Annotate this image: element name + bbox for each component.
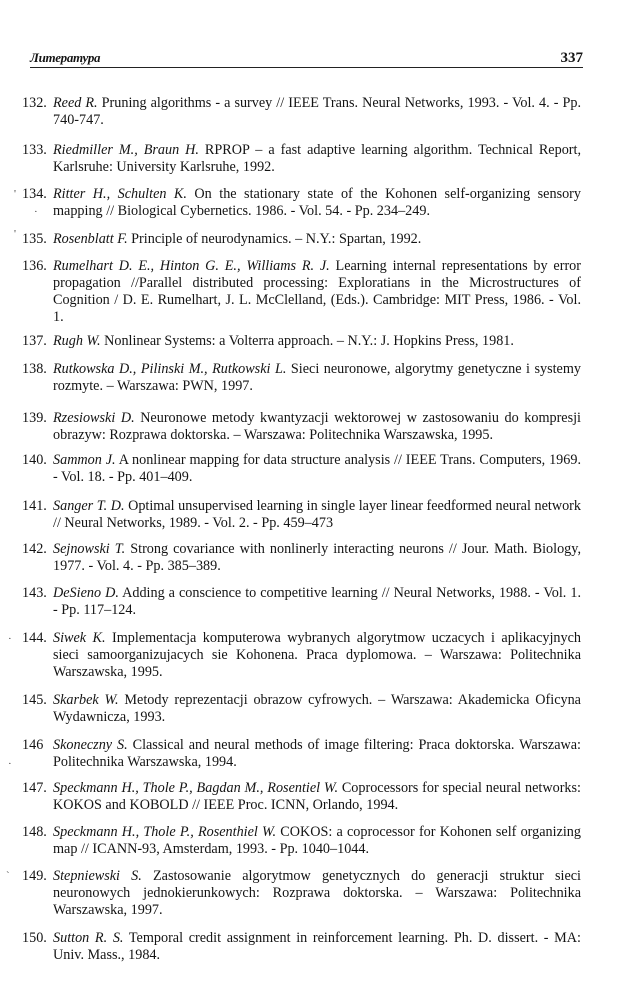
scan-speck: · xyxy=(34,206,38,218)
reference-body xyxy=(53,410,581,444)
reference-body xyxy=(53,868,581,919)
reference-body xyxy=(53,930,581,964)
running-title: Литература xyxy=(30,50,101,65)
reference-body xyxy=(53,498,581,532)
header-rule xyxy=(30,67,583,68)
reference-text: A nonlinear mapping for data structure analysis // IEEE Trans. Computers, 1969. - Vol. 18. - Pp. 401–409. xyxy=(53,452,581,485)
reference-authors: Rumelhart D. E., Hinton G. E., Williams R. J. xyxy=(53,258,330,274)
reference-number: 144. xyxy=(22,630,47,646)
reference-body xyxy=(53,258,581,326)
reference-authors: Sanger T. D. xyxy=(53,498,125,514)
reference-body xyxy=(53,452,581,486)
reference-number: 140. xyxy=(22,452,47,468)
reference-number: 139. xyxy=(22,410,47,426)
reference-text: Zastosowanie algorytmow genetycznych do generacji struktur sieci neuronowych jednokierunkowych: Rozprawa doktorska. – Warszawa: Politechnika Warszawska, 1997. xyxy=(53,868,581,918)
reference-number: 150. xyxy=(22,930,47,946)
reference-authors: Reed R. xyxy=(53,95,98,111)
reference-text: Optimal unsupervised learning in single layer linear feedformed neural network // Neural Networks, 1989. - Vol. 2. - Pp. 459–473 xyxy=(53,498,581,531)
reference-body xyxy=(53,142,581,176)
reference-body xyxy=(53,231,581,248)
reference-number: 133. xyxy=(22,142,47,158)
reference-number: 134. xyxy=(22,186,47,202)
reference-number: 141. xyxy=(22,498,47,514)
reference-number: 135. xyxy=(22,231,47,247)
reference-authors: DeSieno D. xyxy=(53,585,119,601)
page-number: 337 xyxy=(560,50,583,66)
reference-text: Sieci neuronowe, algorytmy genetyczne i systemy rozmyte. – Warszawa: PWN, 1997. xyxy=(53,361,581,394)
reference-number: 146 xyxy=(22,737,44,753)
page-header xyxy=(30,50,583,72)
reference-number: 142. xyxy=(22,541,47,557)
reference-number: 136. xyxy=(22,258,47,274)
reference-authors: Skarbek W. xyxy=(53,692,119,708)
scan-speck: ' xyxy=(14,188,16,200)
reference-number: 143. xyxy=(22,585,47,601)
reference-authors: Sammon J. xyxy=(53,452,116,468)
reference-text: COKOS: a coprocessor for Kohonen self organizing map // ICANN-93, Amsterdam, 1993. - Pp. 1040–1044. xyxy=(53,824,581,857)
reference-text: Adding a conscience to competitive learning // Neural Networks, 1988. - Vol. 1. - Pp. 117–124. xyxy=(53,585,581,618)
reference-body xyxy=(53,541,581,575)
reference-text: Classical and neural methods of image filtering: Praca doktorska. Warszawa: Politechnika Warszawska, 1994. xyxy=(53,737,582,770)
reference-body xyxy=(53,361,581,395)
reference-text: Temporal credit assignment in reinforcement learning. Ph. D. dissert. - MA: Univ. Mass., 1984. xyxy=(53,930,581,963)
reference-body xyxy=(53,780,581,814)
reference-authors: Rugh W. xyxy=(53,333,101,349)
reference-number: 132. xyxy=(22,95,47,111)
reference-authors: Stepniewski S. xyxy=(53,868,142,884)
reference-number: 137. xyxy=(22,333,47,349)
scan-speck: ' xyxy=(14,228,16,240)
reference-text: Pruning algorithms - a survey // IEEE Trans. Neural Networks, 1993. - Vol. 4. - Pp. 740-747. xyxy=(53,95,581,128)
reference-authors: Rosenblatt F. xyxy=(53,231,128,247)
reference-body xyxy=(53,585,581,619)
reference-number: 147. xyxy=(22,780,47,796)
reference-body xyxy=(53,333,581,350)
scan-speck: · xyxy=(8,758,12,770)
reference-text: Nonlinear Systems: a Volterra approach. – N.Y.: J. Hopkins Press, 1981. xyxy=(100,333,514,349)
reference-body xyxy=(53,95,581,129)
reference-body xyxy=(53,692,581,726)
reference-authors: Speckmann H., Thole P., Bagdan M., Rosentiel W. xyxy=(53,780,338,796)
reference-number: 148. xyxy=(22,824,47,840)
scan-speck: ` xyxy=(6,870,10,882)
reference-number: 145. xyxy=(22,692,47,708)
reference-body xyxy=(53,824,581,858)
reference-authors: Ritter H., Schulten K. xyxy=(53,186,187,202)
reference-body xyxy=(53,186,581,220)
reference-authors: Riedmiller M., Braun H. xyxy=(53,142,199,158)
reference-authors: Siwek K. xyxy=(53,630,106,646)
reference-text: On the stationary state of the Kohonen self-organizing sensory mapping // Biological Cybernetics. 1986. - Vol. 54. - Pp. 234–249. xyxy=(53,186,582,219)
reference-text: Neuronowe metody kwantyzacji wektorowej w zastosowaniu do kompresji obrazyw: Rozprawa doktorska. – Warszawa: Politechnika Warszawska, 1995. xyxy=(53,410,581,443)
reference-authors: Speckmann H., Thole P., Rosenthiel W. xyxy=(53,824,277,840)
reference-number: 138. xyxy=(22,361,47,377)
reference-body xyxy=(53,630,581,681)
reference-authors: Sutton R. S. xyxy=(53,930,124,946)
reference-authors: Sejnowski T. xyxy=(53,541,126,557)
reference-text: RPROP – a fast adaptive learning algorithm. Technical Report, Karlsruhe: University Karlsruhe, 1992. xyxy=(53,142,582,175)
reference-text: Learning internal representations by error propagation //Parallel distributed processing: Exploratians in the Microstructures of Cognition / D. E. Rumelhart, J. L. McClelland, (Eds.). Cambridge: MIT Press, 1986. - Vol. 1. xyxy=(53,258,582,325)
reference-text: Implementacja komputerowa wybranych algorytmow uczacych i aplikacyjnych sieci samoorganizujacych sie Kohonena. Praca dyplomowa. – Warszawa: Politechnika Warszawska, 1995. xyxy=(53,630,582,680)
reference-text: Metody reprezentacji obrazow cyfrowych. – Warszawa: Akademicka Oficyna Wydawnicza, 1993. xyxy=(53,692,581,725)
reference-authors: Skoneczny S. xyxy=(53,737,128,753)
reference-authors: Rutkowska D., Pilinski M., Rutkowski L. xyxy=(53,361,287,377)
reference-text: Principle of neurodynamics. – N.Y.: Spartan, 1992. xyxy=(127,231,422,247)
reference-authors: Rzesiowski D. xyxy=(53,410,135,426)
reference-text: Coprocessors for special neural networks: KOKOS and KOBOLD // IEEE Proc. ICNN, Orlando, 1994. xyxy=(53,780,581,813)
reference-number: 149. xyxy=(22,868,47,884)
reference-text: Strong covariance with nonlinerly interacting neurons // Jour. Math. Biology, 1977. - Vol. 4. - Pp. 385–389. xyxy=(53,541,581,574)
reference-body xyxy=(53,737,581,771)
scan-speck: · xyxy=(8,633,12,645)
